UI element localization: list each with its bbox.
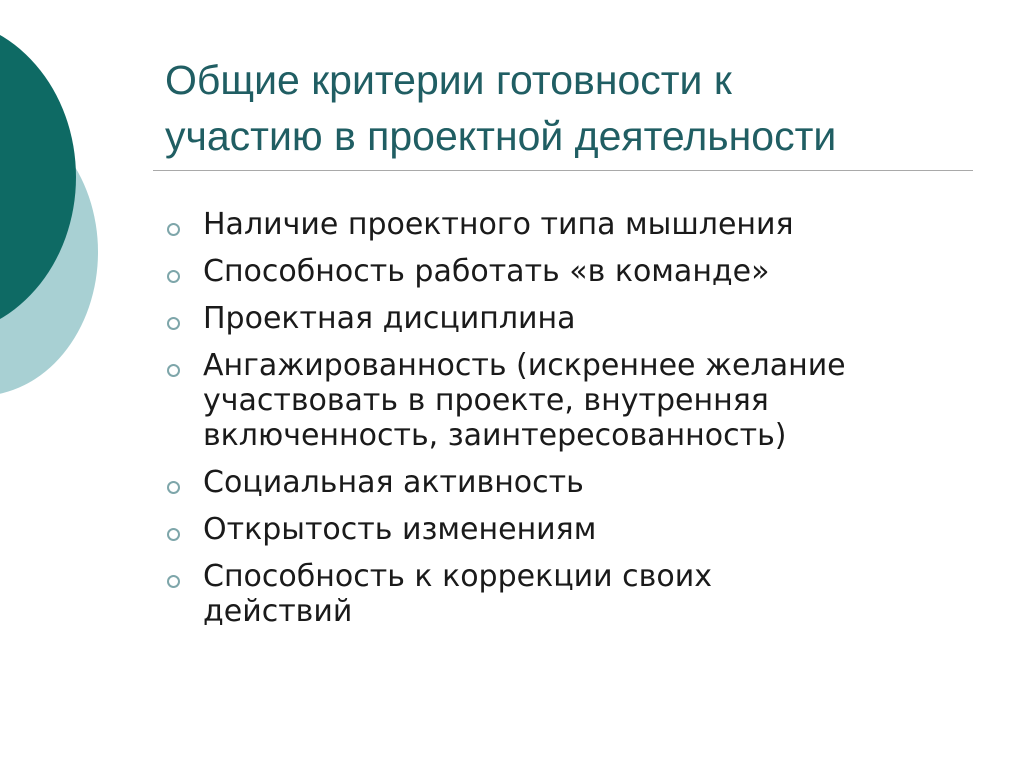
hollow-circle-icon xyxy=(167,528,180,541)
bullet-item xyxy=(165,207,965,242)
bullet-item xyxy=(165,254,965,289)
bullet-text: Проектная дисциплина xyxy=(203,301,576,336)
bullet-text: включенность, заинтересованность) xyxy=(203,418,787,453)
hollow-circle-icon xyxy=(167,223,180,236)
bullet-text: Наличие проектного типа мышления xyxy=(203,207,794,242)
hollow-circle-icon xyxy=(167,270,180,283)
hollow-circle-icon xyxy=(167,317,180,330)
bullet-text: Открытость изменениям xyxy=(203,512,597,547)
hollow-circle-icon xyxy=(167,575,180,588)
bullet-text: Способность работать «в команде» xyxy=(203,254,770,289)
bullet-text: Социальная активность xyxy=(203,465,584,500)
title-divider xyxy=(153,170,973,171)
bullet-list xyxy=(165,207,965,641)
slide-title-line: участию в проектной деятельности xyxy=(165,113,837,159)
bullet-text: действий xyxy=(203,594,353,629)
slide-title-line: Общие критерии готовности к xyxy=(165,57,732,103)
bullet-item xyxy=(165,348,965,453)
bullet-text: участвовать в проекте, внутренняя xyxy=(203,383,769,418)
slide-title xyxy=(165,52,985,164)
bullet-item xyxy=(165,512,965,547)
hollow-circle-icon xyxy=(167,481,180,494)
bullet-item xyxy=(165,301,965,336)
hollow-circle-icon xyxy=(167,364,180,377)
bullet-item xyxy=(165,559,965,629)
bullet-text: Ангажированность (искреннее желание xyxy=(203,348,846,383)
bullet-text: Способность к коррекции своих xyxy=(203,559,712,594)
bullet-item xyxy=(165,465,965,500)
